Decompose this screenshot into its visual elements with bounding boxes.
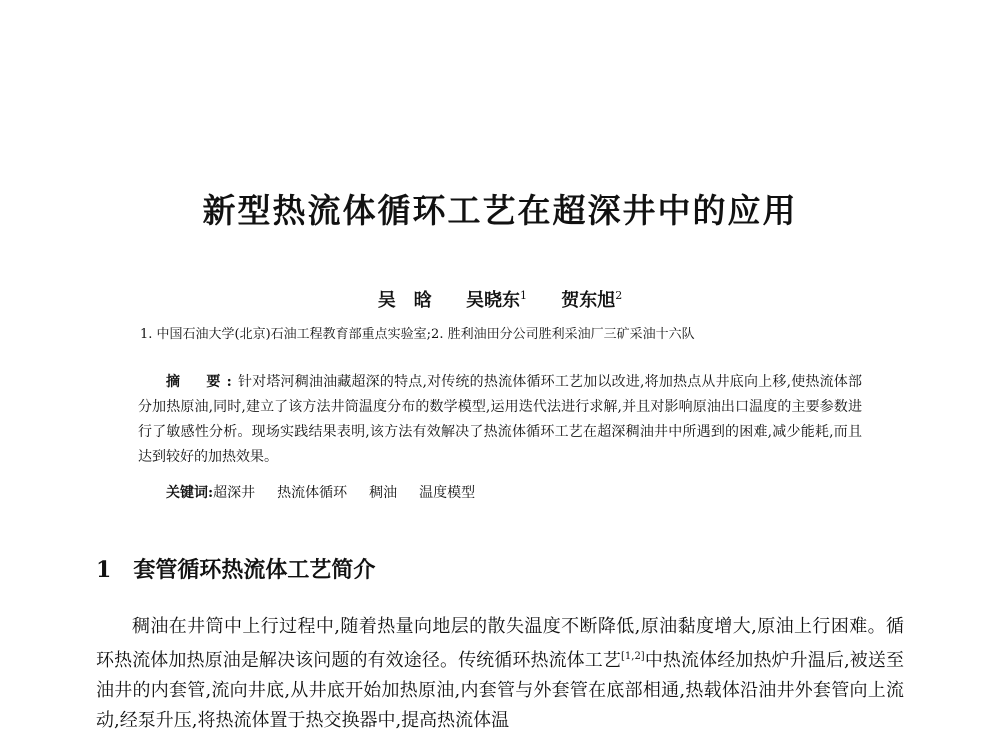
author-name: 贺东旭 [561,290,616,311]
citation: [1,2] [621,651,645,662]
keywords [166,482,497,502]
section-heading [96,553,375,584]
author-list [0,286,1000,312]
author-affil-mark: 2 [615,289,623,302]
author-name: 吴晓东 [466,290,520,311]
body-text-part: 稠油在井筒中上行过程中,随着热量向地层的散失温度不断降低,原油黏度增大,原油上行困难。循环热流体加热原油是解决该问题的有效途径。传统循环热流体工艺 [96,616,904,671]
section-title: 套管循环热流体工艺简介 [133,557,376,583]
keyword: 温度模型 [419,485,476,501]
abstract-text: 针对塔河稠油油藏超深的特点,对传统的热流体循环工艺加以改进,将加热点从井底向上移,使热流体部分加热原油,同时,建立了该方法井筒温度分布的数学模型,运用迭代法进行求解,并且对影响原油出口温度的主要参数进行了敏感性分析。现场实践结果表明,该方法有效解决了热流体循环工艺在超深稠油井中所遇到的困难,减少能耗,而且达到较好的加热效果。 [138,374,862,465]
affiliation: 1. 中国石油大学(北京)石油工程教育部重点实验室;2. 胜利油田分公司胜利采油厂三矿采油十六队 [140,327,695,342]
author-3 [561,290,622,311]
keyword: 热流体循环 [277,485,348,501]
author-affil-mark: 1 [520,289,527,302]
section-number: 1 [96,557,112,583]
paper-title: 新型热流体循环工艺在超深井中的应用 [202,191,798,230]
keyword: 超深井 [213,485,256,501]
keywords-label: 关键词: [166,485,214,501]
keyword: 稠油 [369,485,398,501]
author-2 [466,290,527,311]
abstract-label: 摘 要: [166,374,238,390]
author-name: 吴 晗 [377,290,432,311]
body-paragraph [96,612,904,736]
body-text-part: 中热流体经加热炉升温后,被送至油井的内套管,流向井底,从井底开始加热原油,内套管与外套管在底部相通,热载体沿油井外套管向上流动,经泵升压,将热流体置于热交换器中,提高热流体温 [96,650,904,731]
abstract [138,370,862,470]
author-1 [378,290,432,311]
